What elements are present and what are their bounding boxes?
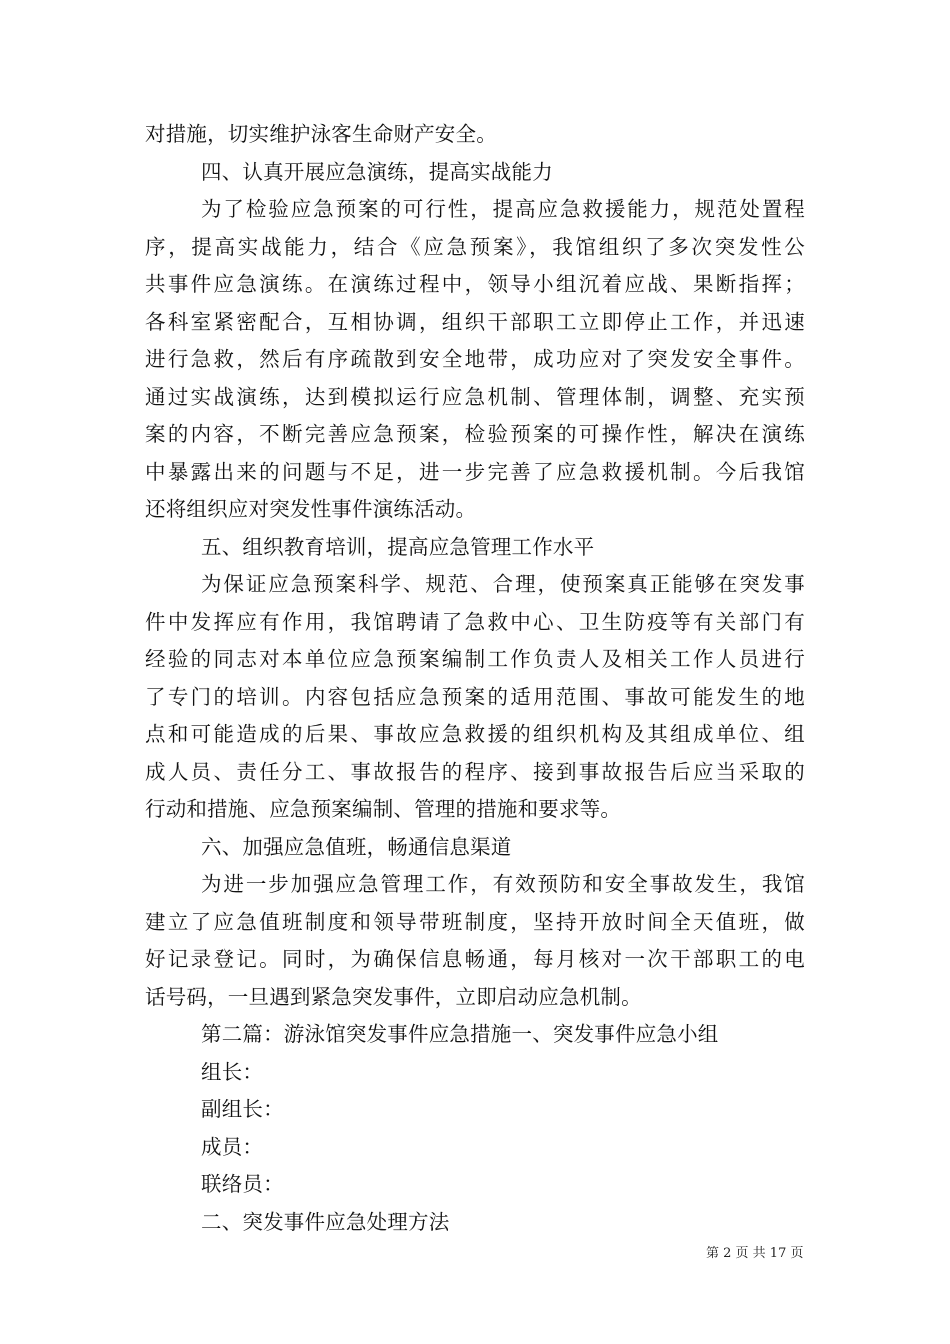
text-line: 案的内容，不断完善应急预案，检验预案的可操作性，解决在演练 (145, 422, 805, 446)
text-line: 副组长： (201, 1097, 284, 1121)
text-line: 了专门的培训。内容包括应急预案的适用范围、事故可能发生的地 (145, 684, 805, 709)
text-line: 话号码，一旦遇到紧急突发事件，立即启动应急机制。 (145, 984, 642, 1009)
document-body (145, 116, 805, 1241)
text-line: 通过实战演练，达到模拟运行应急机制、管理体制，调整、充实预 (145, 384, 805, 409)
text-line: 组长： (201, 1059, 264, 1084)
text-line: 成员： (201, 1134, 264, 1159)
section-heading: 四、认真开展应急演练，提高实战能力 (201, 159, 553, 184)
text-line: 还将组织应对突发性事件演练活动。 (145, 497, 477, 521)
text-line: 进行急救，然后有序疏散到安全地带，成功应对了突发安全事件。 (145, 347, 805, 371)
text-line: 点和可能造成的后果、事故应急救援的组织机构及其组成单位、组 (145, 722, 805, 746)
text-line: 成人员、责任分工、事故报告的程序、接到事故报告后应当采取的 (145, 759, 805, 784)
text-line: 件中发挥应有作用，我馆聘请了急救中心、卫生防疫等有关部门有 (145, 609, 805, 634)
section-heading: 二、突发事件应急处理方法 (201, 1209, 450, 1234)
text-line: 各科室紧密配合，互相协调，组织干部职工立即停止工作，并迅速 (145, 309, 805, 334)
text-line: 行动和措施、应急预案编制、管理的措施和要求等。 (145, 797, 622, 821)
text-line: 序，提高实战能力，结合《应急预案》，我馆组织了多次突发性公 (145, 234, 805, 259)
text-line: 共事件应急演练。在演练过程中，领导小组沉着应战、果断指挥； (145, 272, 805, 296)
text-line: 为进一步加强应急管理工作，有效预防和安全事故发生，我馆 (201, 872, 805, 896)
section-heading: 第二篇：游泳馆突发事件应急措施一、突发事件应急小组 (201, 1022, 719, 1046)
text-line: 好记录登记。同时，为确保信息畅通，每月核对一次干部职工的电 (145, 947, 805, 971)
text-line: 对措施，切实维护泳客生命财产安全。 (145, 122, 497, 146)
section-heading: 六、加强应急值班，畅通信息渠道 (201, 834, 512, 859)
text-line: 为了检验应急预案的可行性，提高应急救援能力，规范处置程 (201, 197, 805, 221)
section-heading: 五、组织教育培训，提高应急管理工作水平 (201, 534, 595, 559)
text-line: 经验的同志对本单位应急预案编制工作负责人及相关工作人员进行 (145, 647, 805, 671)
text-line: 建立了应急值班制度和领导带班制度，坚持开放时间全天值班，做 (145, 909, 805, 934)
text-line: 为保证应急预案科学、规范、合理，使预案真正能够在突发事 (201, 572, 805, 596)
page-number: 第 2 页 共 17 页 (706, 1246, 804, 1261)
text-line: 中暴露出来的问题与不足，进一步完善了应急救援机制。今后我馆 (145, 459, 805, 484)
text-line: 联络员： (201, 1172, 284, 1196)
